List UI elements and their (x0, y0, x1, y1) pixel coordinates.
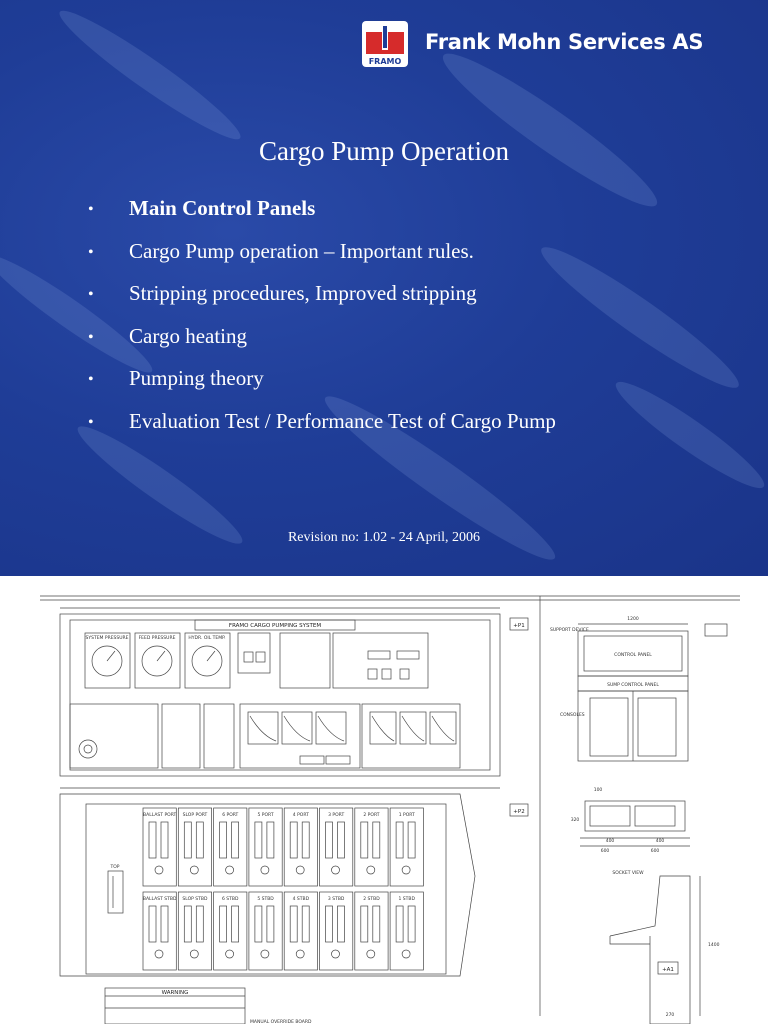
bullet-item (88, 324, 556, 367)
pump-cell-label: 1 STBD (398, 897, 415, 902)
slide-title: Cargo Pump Operation (259, 136, 509, 166)
pump-indicator (367, 866, 375, 874)
pump-indicator (296, 866, 304, 874)
pump-slider (361, 906, 368, 942)
pump-slider (408, 906, 415, 942)
pump-slider (373, 822, 380, 858)
pump-slider (290, 906, 297, 942)
bullet-item (88, 196, 556, 239)
bullet-dot-icon: • (88, 243, 94, 261)
pump-indicator (367, 950, 375, 958)
panel-title: FRAMO CARGO PUMPING SYSTEM (228, 623, 322, 629)
bullet-dot-icon: • (88, 413, 94, 431)
p1-label: +P1 (513, 623, 525, 629)
pump-slider (361, 822, 368, 858)
revision-text: Revision no: 1.02 - 24 April, 2006 (287, 530, 481, 545)
pump-slider (408, 822, 415, 858)
pump-slider (184, 822, 191, 858)
pump-slider (255, 906, 262, 942)
manual-label: MANUAL OVERRIDE BOARD (250, 1020, 312, 1024)
bullet-item (88, 281, 556, 324)
pump-slider (396, 906, 403, 942)
control-panel-drawing (0, 576, 768, 1024)
bullet-item (88, 409, 556, 452)
dimension: 100 (593, 788, 603, 793)
support-label: SUPPORT DEVICE (550, 628, 589, 633)
pump-indicator (226, 866, 234, 874)
bullet-text: Cargo Pump operation – Important rules. (129, 238, 474, 263)
pump-slider (232, 822, 239, 858)
top-label: TOP (110, 865, 120, 870)
pump-indicator (402, 866, 410, 874)
bullet-dot-icon: • (88, 371, 94, 389)
pump-slider (255, 822, 262, 858)
dimension: 270 (665, 1013, 675, 1018)
pump-slider (302, 906, 309, 942)
pump-cell-label: BALLAST PORT (143, 813, 177, 818)
gauge-label: SYSTEM PRESSURE (85, 636, 129, 641)
consoles-label: CONSOLES (560, 713, 585, 718)
pump-cell-label: 5 STBD (257, 897, 274, 902)
pump-cell-label: 2 PORT (363, 813, 380, 818)
pump-indicator (226, 950, 234, 958)
bullet-item (88, 366, 556, 409)
bullet-item (88, 239, 556, 282)
pump-cell-label: 4 STBD (292, 897, 310, 902)
pump-indicator (190, 950, 198, 958)
dimension: 320 (570, 818, 580, 823)
pump-slider (267, 906, 274, 942)
bullet-text: Cargo heating (129, 323, 248, 348)
pump-indicator (332, 950, 340, 958)
bullet-dot-icon: • (88, 286, 94, 304)
pump-indicator (261, 950, 269, 958)
gauge-label: HYDR. OIL TEMP. (188, 636, 226, 641)
pump-indicator (155, 950, 163, 958)
pump-slider (161, 906, 168, 942)
warning-label: WARNING (161, 990, 189, 996)
bullet-text: Evaluation Test / Performance Test of Cargo Pump (129, 408, 556, 433)
pump-indicator (296, 950, 304, 958)
pump-slider (290, 822, 297, 858)
dimension: 600 (600, 849, 610, 854)
pump-slider (184, 906, 191, 942)
framo-logo-icon (361, 20, 409, 68)
p2-label: +P2 (513, 809, 525, 815)
bullet-dot-icon: • (88, 328, 94, 346)
pump-cell-label: 3 STBD (327, 897, 345, 902)
a1-label: +A1 (662, 967, 674, 973)
bullet-text: Main Control Panels (129, 196, 316, 220)
logo-text: FRAMO (368, 57, 402, 66)
pump-cell-label: 3 PORT (328, 813, 345, 818)
pump-slider (220, 906, 227, 942)
pump-cell-label: SLOP STBD (182, 897, 208, 902)
pump-cell-label: 2 STBD (363, 897, 380, 902)
pump-slider (302, 822, 309, 858)
socket-label: SOCKET VIEW (612, 871, 644, 876)
pump-slider (338, 906, 345, 942)
pump-cell-label: 6 PORT (222, 813, 239, 818)
gauge-label: FEED PRESSURE (138, 636, 176, 641)
pump-indicator (402, 950, 410, 958)
bullet-text: Stripping procedures, Improved stripping (129, 281, 477, 306)
dimension: 600 (650, 849, 660, 854)
pump-slider (220, 822, 227, 858)
technical-drawing (0, 576, 768, 1024)
bullet-list (88, 196, 556, 452)
bullet-text: Pumping theory (129, 366, 264, 391)
pump-slider (326, 906, 333, 942)
pump-slider (338, 822, 345, 858)
pump-slider (149, 906, 156, 942)
sump-label: SUMP CONTROL PANEL (607, 683, 659, 688)
pump-cell-label: 6 STBD (222, 897, 239, 902)
dimension: 1400 (708, 943, 720, 948)
company-name: Frank Mohn Services AS (425, 30, 704, 54)
pump-slider (326, 822, 333, 858)
pump-indicator (190, 866, 198, 874)
pump-indicator (261, 866, 269, 874)
pump-slider (232, 906, 239, 942)
dimension: 1200 (627, 617, 639, 622)
pump-slider (149, 822, 156, 858)
pump-cell-label: 4 PORT (292, 813, 309, 818)
dimension: 400 (605, 839, 615, 844)
pump-slider (267, 822, 274, 858)
dimension: 400 (655, 839, 665, 844)
pump-slider (196, 822, 203, 858)
pump-cell-label: BALLAST STBD (142, 897, 177, 902)
pump-slider (373, 906, 380, 942)
pump-indicator (155, 866, 163, 874)
pump-cell-label: 5 PORT (257, 813, 274, 818)
bullet-dot-icon: • (88, 201, 94, 218)
pump-cell-label: 1 PORT (398, 813, 415, 818)
pump-slider (196, 906, 203, 942)
control-panel-label: CONTROL PANEL (614, 653, 652, 658)
pump-slider (396, 822, 403, 858)
pump-slider (161, 822, 168, 858)
pump-cell-label: SLOP PORT (182, 813, 208, 818)
pump-indicator (332, 866, 340, 874)
